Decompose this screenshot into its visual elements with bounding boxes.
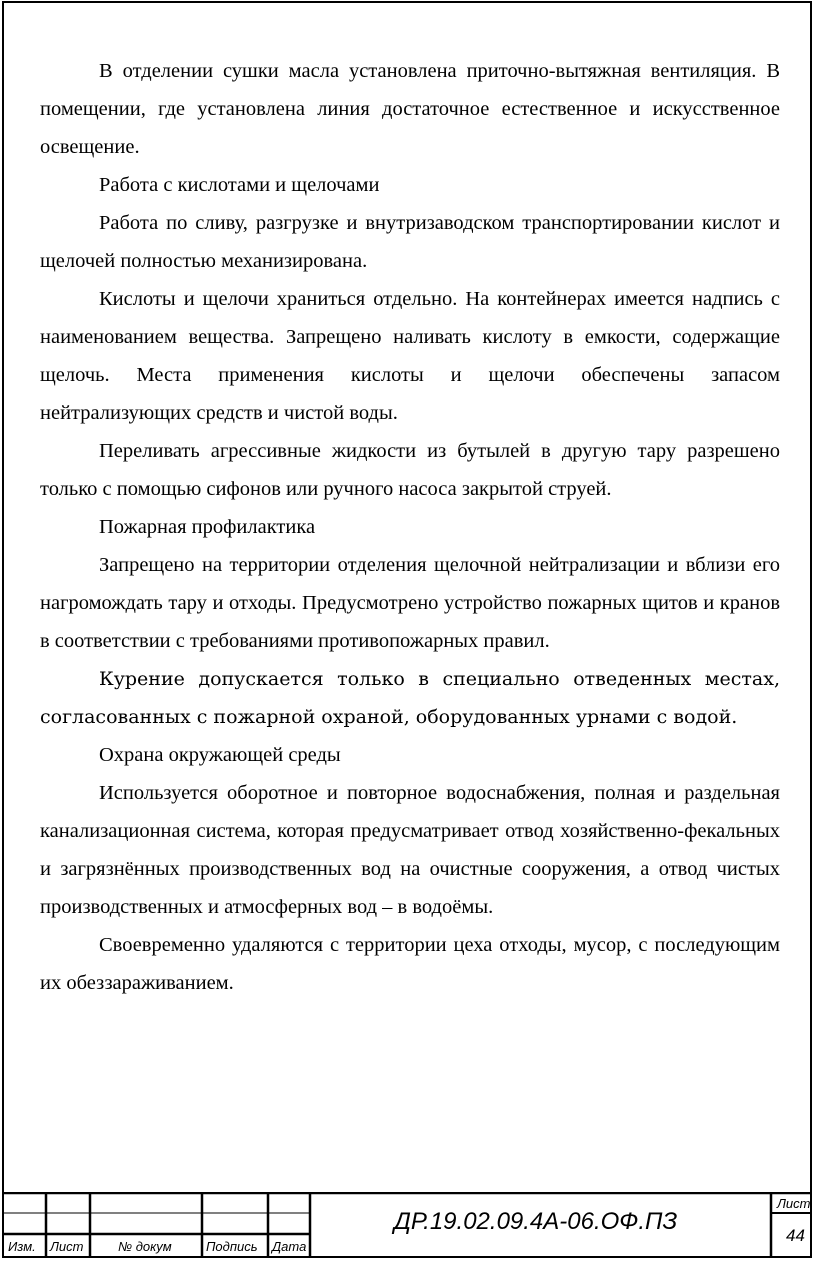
paragraph: Запрещено на территории отделения щелочной нейтрализации и вблизи его нагромождать тару и отходы. Предусмотрено устройство пожарных щитов и кранов в соответствии с требованиями противопожарных правил. bbox=[40, 554, 780, 652]
document-body bbox=[40, 52, 780, 1002]
paragraph: Курение допускается только в специально отведенных местах, согласованных с пожарной охраной, оборудованных урнами с водой. bbox=[40, 668, 780, 728]
stamp-label-date: Дата bbox=[272, 1239, 307, 1254]
section-heading: Охрана окружающей среды bbox=[99, 744, 341, 766]
stamp-sheet-label: Лист bbox=[777, 1196, 811, 1211]
sheet-number: 44 bbox=[786, 1226, 805, 1245]
title-block-stamp bbox=[2, 1192, 812, 1258]
document-number: ДР.19.02.09.4А-06.ОФ.ПЗ bbox=[394, 1208, 678, 1235]
paragraph: Работа по сливу, разгрузке и внутризаводском транспортировании кислот и щелочей полностью механизирована. bbox=[40, 212, 780, 272]
section-heading: Работа с кислотами и щелочами bbox=[99, 174, 380, 196]
paragraph: Своевременно удаляются с территории цеха отходы, мусор, с последующим их обеззараживанием. bbox=[40, 934, 780, 994]
stamp-label-list: Лист bbox=[50, 1239, 84, 1254]
paragraph: Переливать агрессивные жидкости из бутылей в другую тару разрешено только с помощью сифонов или ручного насоса закрытой струей. bbox=[40, 440, 780, 500]
paragraph: В отделении сушки масла установлена приточно-вытяжная вентиляция. В помещении, где установлена линия достаточное естественное и искусственное освещение. bbox=[40, 60, 780, 158]
section-heading: Пожарная профилактика bbox=[99, 516, 316, 538]
stamp-label-izm: Изм. bbox=[8, 1239, 36, 1254]
stamp-label-doc: № докум bbox=[118, 1239, 172, 1254]
paragraph: Используется оборотное и повторное водоснабжения, полная и раздельная канализационная система, которая предусматривает отвод хозяйственно-фекальных и загрязнённых производственных вод на очистные сооружения, а отвод чистых производственных и атмосферных вод – в водоёмы. bbox=[40, 782, 780, 918]
stamp-label-sign: Подпись bbox=[206, 1239, 258, 1254]
paragraph: Кислоты и щелочи храниться отдельно. На контейнерах имеется надпись с наименованием вещества. Запрещено наливать кислоту в емкости, содержащие щелочь. Места применения кислоты и щелочи обеспечены запасом нейтрализующих средств и чистой воды. bbox=[40, 288, 780, 424]
